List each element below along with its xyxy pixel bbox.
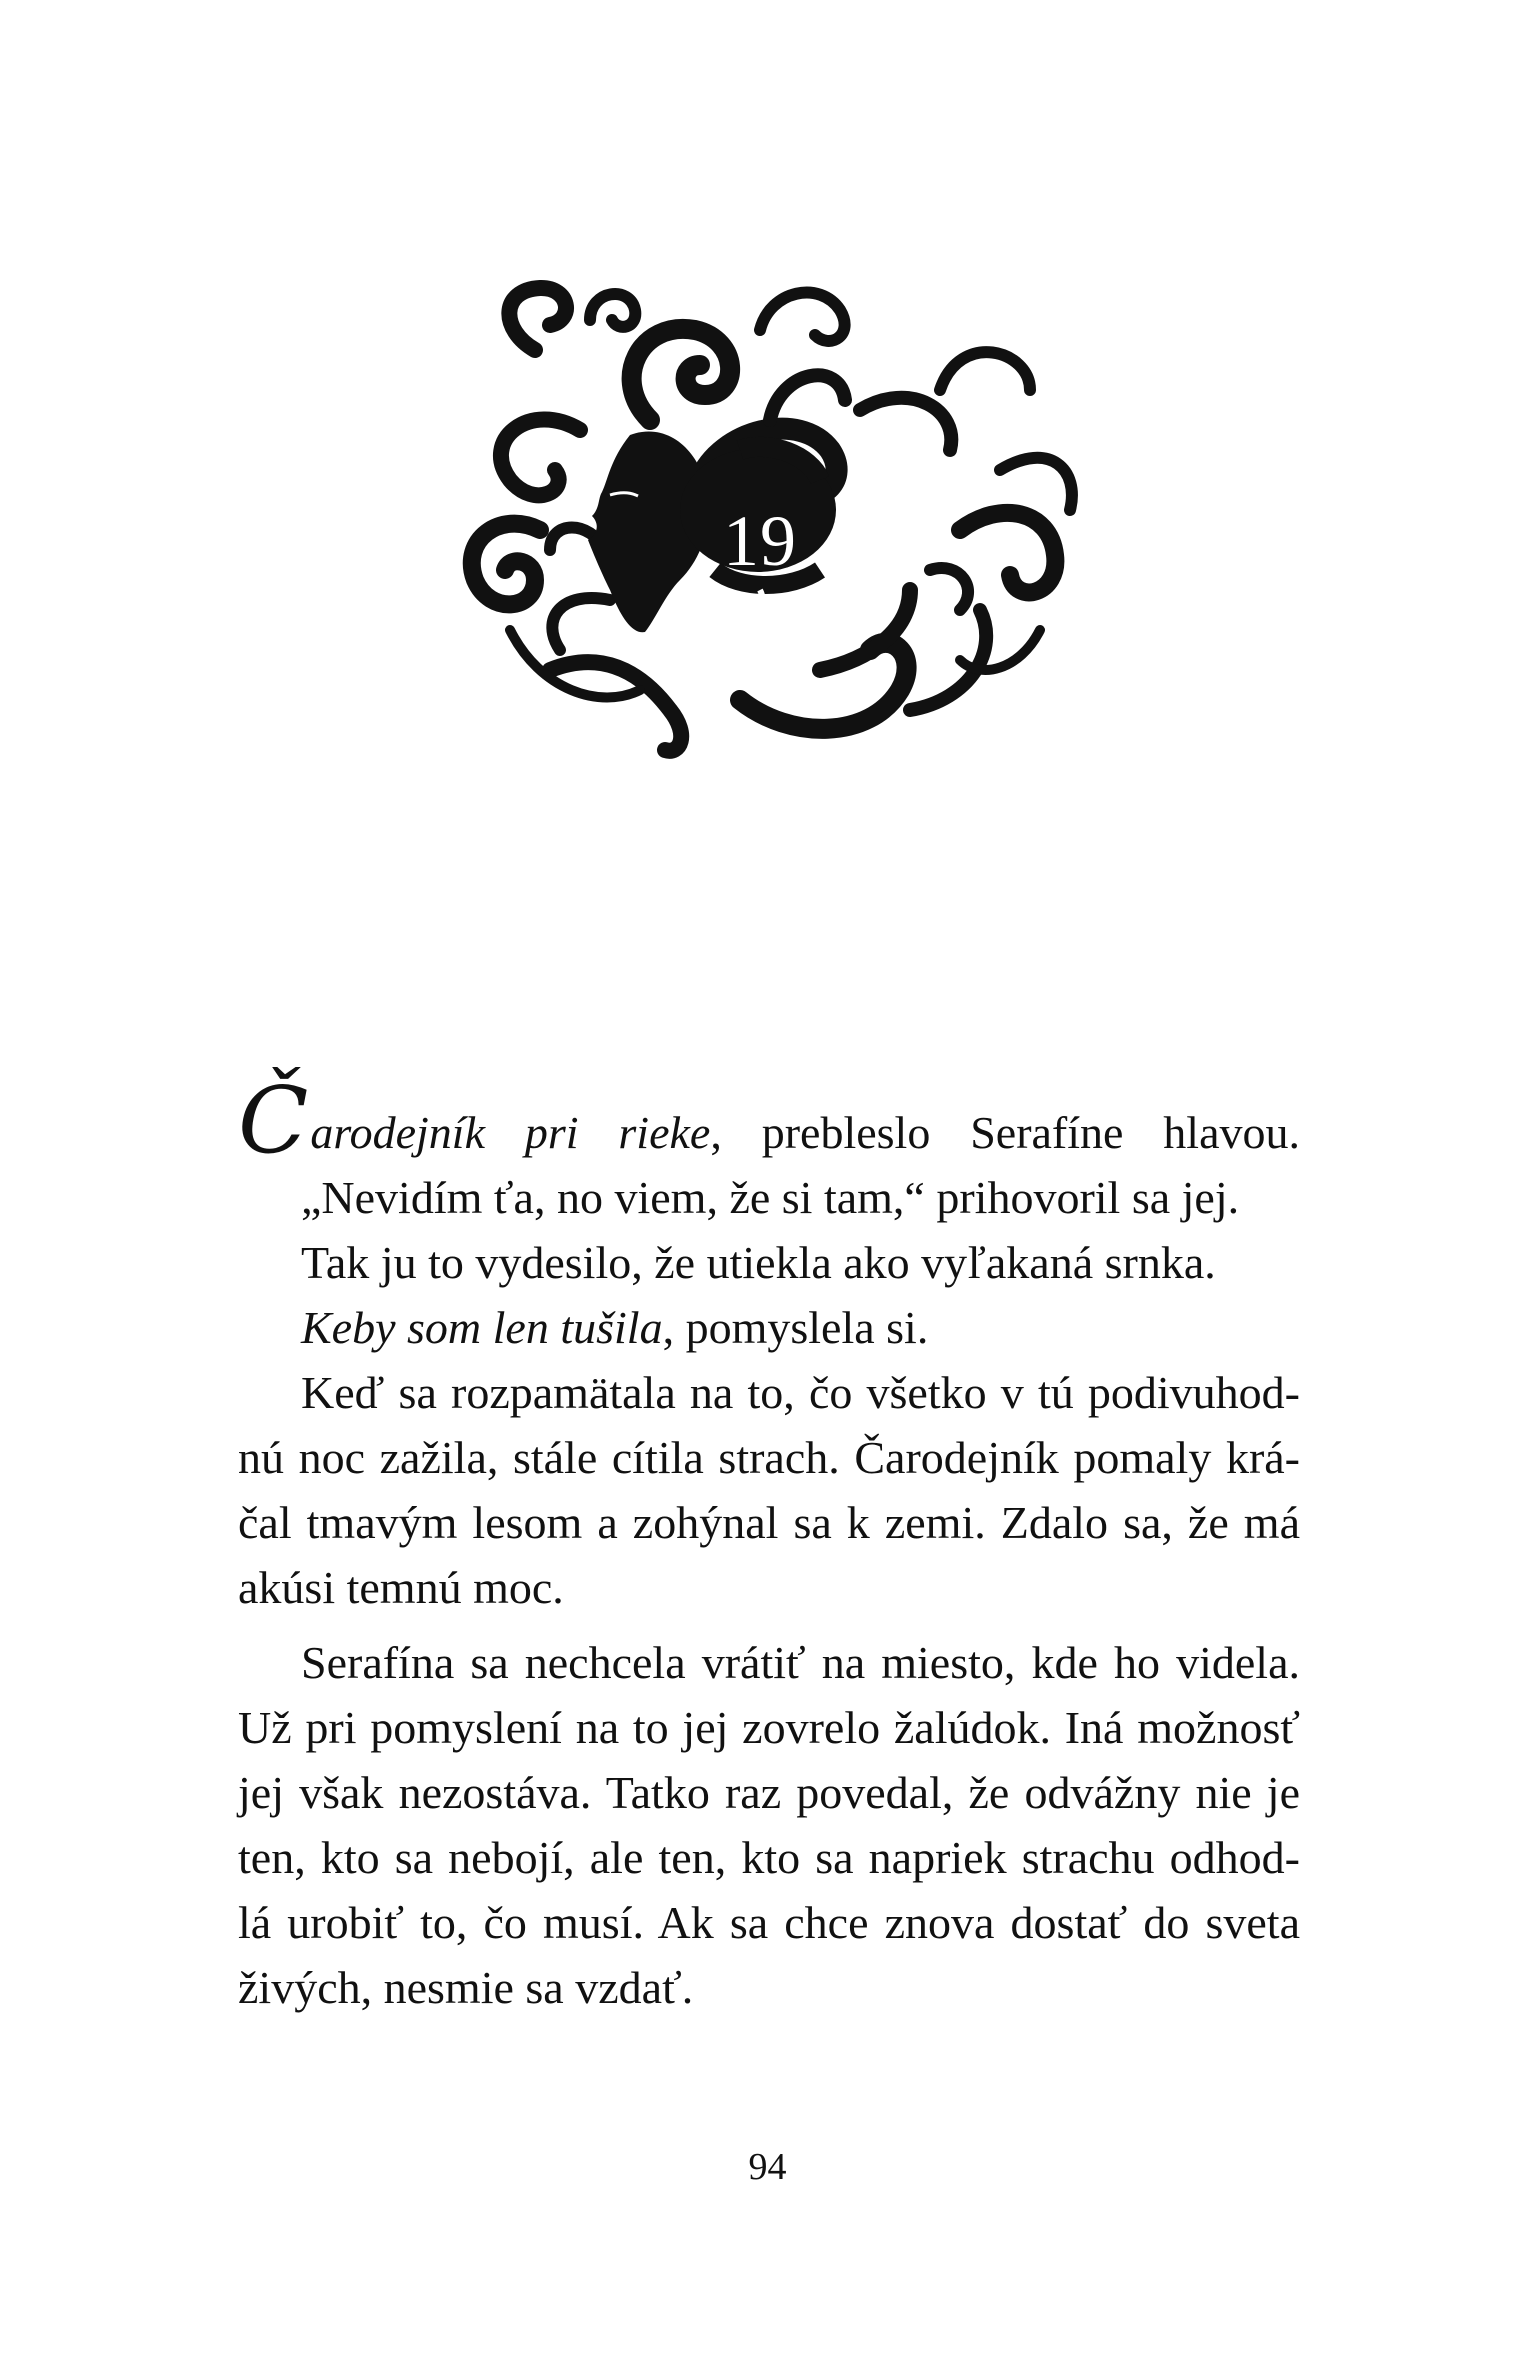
drop-cap: Č <box>238 1067 309 1174</box>
chapter-number: 19 <box>723 501 797 581</box>
paragraph-line: Keď sa rozpamätala na to, čo všetko v tú podivuhod- <box>301 1367 1300 1418</box>
paragraph-line: Už pri pomyslení na to jej zovrelo žalúdok. Iná možnosť <box>238 1702 1300 1753</box>
chapter-text <box>238 1067 1301 2020</box>
paragraph-line: jej však nezostáva. Tatko raz povedal, že odvážny nie je <box>238 1767 1300 1818</box>
paragraph-line: ten, kto sa nebojí, ale ten, kto sa napriek strachu odhod- <box>238 1832 1300 1883</box>
paragraph-line: živých, nesmie sa vzdať. <box>238 1962 694 2013</box>
paragraph-line: čal tmavým lesom a zohýnal sa k zemi. Zdalo sa, že má <box>238 1497 1300 1548</box>
italic-phrase: arodejník pri rieke <box>310 1107 711 1158</box>
paragraph-line <box>238 1295 1300 1360</box>
text-run: , pomyslela si. <box>662 1302 929 1353</box>
paragraph-line: Serafína sa nechcela vrátiť na miesto, kde ho videla. <box>301 1637 1300 1688</box>
paragraph-line: lá urobiť to, čo musí. Ak sa chce znova dostať do sveta <box>238 1897 1300 1948</box>
paragraph-line <box>238 1067 1301 1174</box>
paragraph-line: nú noc zažila, stále cítila strach. Čarodejník pomaly krá- <box>238 1432 1300 1483</box>
text-run: , prebleslo Serafíne hlavou. <box>710 1107 1301 1158</box>
paragraph: Tak ju to vydesilo, že utiekla ako vyľakaná srnka. <box>301 1237 1216 1288</box>
italic-phrase: Keby som len tušila <box>301 1302 663 1353</box>
paragraph-line: akúsi temnú moc. <box>238 1562 564 1613</box>
paragraph: „Nevidím ťa, no viem, že si tam,“ prihovoril sa jej. <box>301 1172 1240 1223</box>
page-number: 94 <box>748 2146 787 2188</box>
